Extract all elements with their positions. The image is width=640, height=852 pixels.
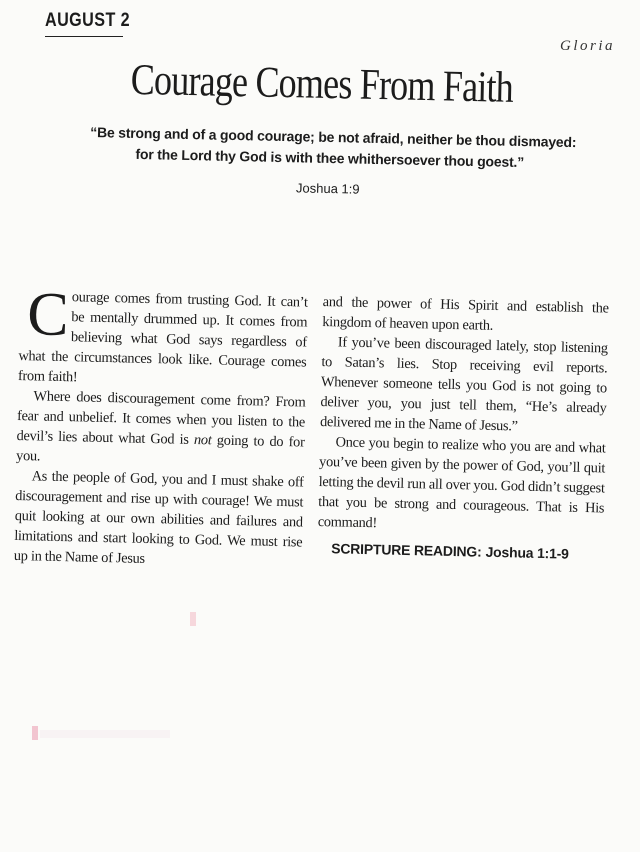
paragraph-3-continued: and the power of His Spirit and establish the kingdom of heaven upon earth. <box>322 293 609 334</box>
key-verse-reference: Joshua 1:9 <box>295 180 360 197</box>
body-column-right <box>317 292 609 564</box>
scripture-reading-label: SCRIPTURE READING: <box>331 540 482 560</box>
body-column-left <box>13 280 308 572</box>
scripture-reading <box>317 538 603 564</box>
pink-smudge <box>190 612 196 626</box>
pink-smudge <box>32 726 38 740</box>
key-verse-line-1: “Be strong and of a good courage; be not afraid, neither be thou dismayed: <box>90 123 577 151</box>
drop-cap: C <box>26 280 70 350</box>
paragraph-1-text: ourage comes from trusting God. It can’t be mentally drummed up. It comes from believing what God says regardless of what the circumstances look like. Courage comes from faith! <box>17 289 308 386</box>
emphasis-not: not <box>193 431 212 449</box>
paragraph-3 <box>14 466 304 573</box>
paragraph-1 <box>17 280 308 393</box>
date-heading: AUGUST 2 <box>45 10 131 31</box>
key-verse <box>90 122 577 174</box>
paragraph-3-text: As the people of God, you and I must shake off discouragement and rise up with courage! We must quit looking at our own abilities and failures and limitations and start looking to God. We must rise up in the Name of Jesus <box>13 468 304 567</box>
paragraph-2: Where does discouragement come from? From fear and unbelief. It comes when you listen to the devil’s lies about what God is not going to do for you. <box>15 388 306 465</box>
author-name: Gloria <box>560 38 616 54</box>
paragraph-5: Once you begin to realize who you are and what you’ve been given by the power of God, you’ll quit letting the devil run all over you. God didn’t suggest that you be strong and courageous. That is His command! <box>317 434 606 532</box>
date-underline <box>45 36 123 37</box>
key-verse-line-2: for the Lord thy God is with thee whithersoever thou goest.” <box>135 145 525 171</box>
page-title: Courage Comes From Faith <box>130 54 514 112</box>
faint-smudge <box>40 730 170 738</box>
scripture-reading-reference: Joshua 1:1-9 <box>485 543 569 562</box>
paragraph-4: If you’ve been discouraged lately, stop listening to Satan’s lies. Stop receiving evil reports. Whenever someone tells you God is not going to deliver you, you just tell them, “He’s already delivered me in the Name of Jesus.” <box>319 334 608 435</box>
